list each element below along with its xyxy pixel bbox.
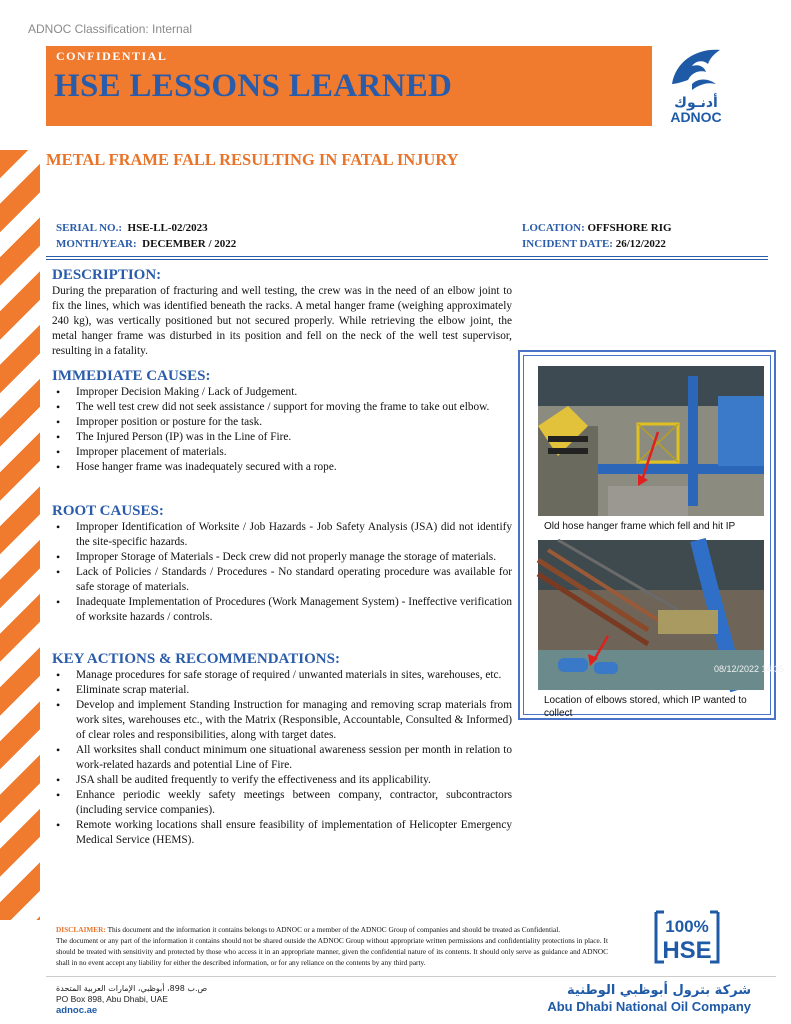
photo-timestamp: 08/12/2022 14:35 <box>714 664 785 674</box>
falcon-icon <box>668 44 724 94</box>
site-photo-hanger-frame <box>538 366 764 516</box>
description-text: During the preparation of fracturing and well testing, the crew was in the need of an elbow joint to fix the lines, which was identified beneath the racks. A metal hanger frame (weighing approximately 240 kg), was vertically positioned but not secured properly. While retrieving the elbow joint, the metal hanger frame was disturbed in its position and fell on the neck of the well test supervisor, resulting in a fatality. <box>52 285 512 357</box>
description-section <box>52 267 512 359</box>
divider <box>46 259 768 260</box>
list-item: • Hose hanger frame was inadequately secured with a rope. <box>52 460 512 475</box>
page-title: HSE LESSONS LEARNED <box>54 68 453 104</box>
incident-date-value: 26/12/2022 <box>615 238 666 250</box>
website-link[interactable]: adnoc.ae <box>56 1005 98 1016</box>
divider <box>46 256 768 257</box>
logo-arabic-text: أدنـوك <box>674 95 718 111</box>
root-causes-heading: ROOT CAUSES: <box>52 503 164 519</box>
header-banner <box>46 46 652 126</box>
month-field: MONTH/YEAR: DECEMBER / 2022 <box>56 238 237 250</box>
immediate-causes-heading: IMMEDIATE CAUSES: <box>52 368 211 384</box>
list-item: • Improper placement of materials. <box>52 445 512 460</box>
confidential-label: CONFIDENTIAL <box>56 49 168 63</box>
actions-heading: KEY ACTIONS & RECOMMENDATIONS: <box>52 651 340 667</box>
photo-panel <box>518 350 785 720</box>
badge-percent: 100% <box>665 917 709 936</box>
list-item: • Develop and implement Standing Instruction for managing and removing scrap materials from work sites, warehouses etc., with the Matrix (Responsible, Accountable, Consulted & Informed) of clear roles and responsibilities, along with target dates. <box>52 698 512 743</box>
list-item: • Manage procedures for safe storage of required / unwanted materials in sites, warehouses, etc. <box>52 668 512 683</box>
list-item: • Improper position or posture for the task. <box>52 415 512 430</box>
badge-hse: HSE <box>662 937 712 964</box>
hazard-stripes <box>0 150 40 920</box>
incident-date-field: INCIDENT DATE: 26/12/2022 <box>522 238 666 250</box>
company-english: Abu Dhabi National Oil Company <box>547 999 751 1014</box>
address-arabic: ص.ب 898، أبوظبي، الإمارات العربية المتحدة <box>56 984 208 993</box>
list-item: • All worksites shall conduct minimum one situational awareness session per month in relation to work-related hazards and potential Line of Fire. <box>52 743 512 773</box>
list-item: • Improper Storage of Materials - Deck crew did not properly manage the storage of materials. <box>52 550 512 565</box>
hse-100-badge <box>652 908 722 968</box>
list-item: • The well test crew did not seek assistance / support for moving the frame to take out elbow. <box>52 400 512 415</box>
actions-section <box>52 651 512 848</box>
classification-label: ADNOC Classification: Internal <box>28 22 193 36</box>
location-value: OFFSHORE RIG <box>587 222 672 234</box>
list-item: • Lack of Policies / Standards / Procedures - No standard operating procedure was available for safe storage of materials. <box>52 565 512 595</box>
logo-english-text: ADNOC <box>670 109 722 125</box>
disclaimer-line1: This document and the information it contains belongs to ADNOC or a member of the ADNOC Group of companies and should be treated as Confidential. <box>107 925 561 934</box>
company-arabic: شركة بترول أبوظبي الوطنية <box>567 983 751 998</box>
immediate-causes-section <box>52 368 512 475</box>
list-item: • Improper Decision Making / Lack of Judgement. <box>52 385 512 400</box>
month-value: DECEMBER / 2022 <box>142 238 237 250</box>
list-item: • JSA shall be audited frequently to verify the effectiveness and its applicability. <box>52 773 512 788</box>
location-field: LOCATION: OFFSHORE RIG <box>522 222 672 234</box>
list-item: • Improper Identification of Worksite / Job Hazards - Job Safety Analysis (JSA) did not identify the site-specific hazards. <box>52 520 512 550</box>
disclaimer-label: DISCLAIMER: <box>56 925 106 934</box>
adnoc-logo <box>656 44 736 134</box>
root-causes-section <box>52 503 512 625</box>
address-english: PO Box 898, Abu Dhabi, UAE <box>56 994 168 1004</box>
footer-address <box>56 983 207 1016</box>
list-item: • Enhance periodic weekly safety meetings between company, contractor, subcontractors (including service companies). <box>52 788 512 818</box>
footer-company <box>547 983 751 1015</box>
list-item: • Eliminate scrap material. <box>52 683 512 698</box>
photo-caption: Old hose hanger frame which fell and hit IP <box>544 521 736 532</box>
photo-caption: Location of elbows stored, which IP wanted to collect <box>544 695 747 719</box>
serial-value: HSE-LL-02/2023 <box>127 222 208 234</box>
disclaimer-text: The document or any part of the information it contains should not be shared outside the ADNOC Group without appropriate written permissions and confidentiality protections in place. It should be treated with sensitivity and protected by those who access it in an appropriate manner, given the confidential nature of its contents. It should only serve as guidance and ADNOC shall in no event accept any liability for either the described information, or for any reliance on the contents by any third party. <box>56 936 608 967</box>
list-item: • Inadequate Implementation of Procedures (Work Management System) - Ineffective verification of worksite hazards / controls. <box>52 595 512 625</box>
list-item: • Remote working locations shall ensure feasibility of implementation of Helicopter Emergency Medical Service (HEMS). <box>52 818 512 848</box>
serial-field: SERIAL NO.: HSE-LL-02/2023 <box>56 222 208 234</box>
description-heading: DESCRIPTION: <box>52 267 162 283</box>
site-photo-elbows-location <box>538 540 785 690</box>
incident-title: METAL FRAME FALL RESULTING IN FATAL INJURY <box>46 150 459 169</box>
list-item: • The Injured Person (IP) was in the Line of Fire. <box>52 430 512 445</box>
disclaimer <box>56 924 608 968</box>
footer-divider <box>46 976 776 977</box>
